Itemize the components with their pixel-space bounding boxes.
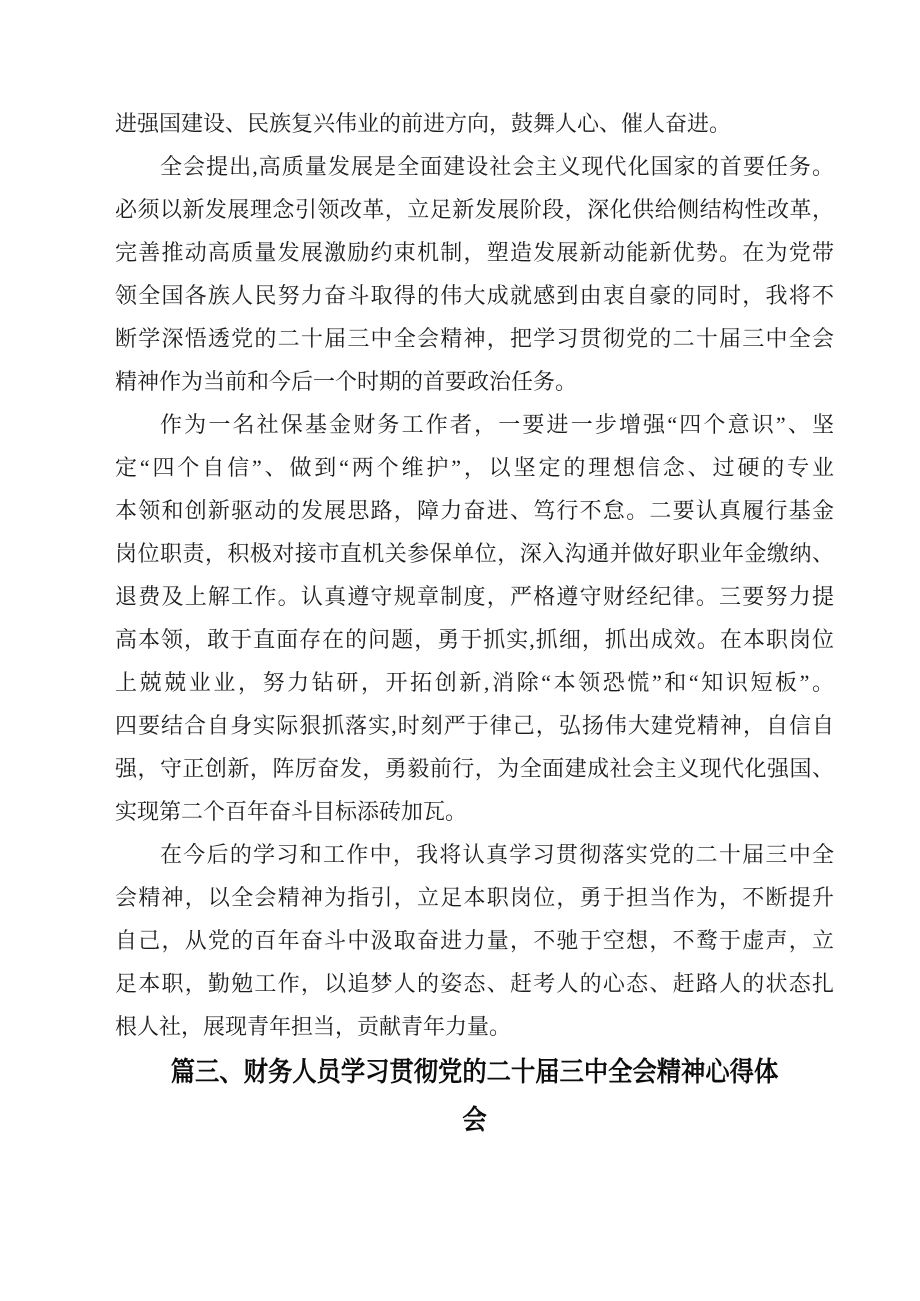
body-text-line: 上兢兢业业，努力钻研，开拓创新,消除“本领恐慌”和“知识短板”。 bbox=[115, 670, 834, 695]
body-text-line: 完善推动高质量发展激励约束机制，塑造发展新动能新优势。在为党带 bbox=[115, 240, 834, 265]
heading-line-2: 会 bbox=[462, 1105, 487, 1135]
body-text-line: 岗位职责，积极对接市直机关参保单位，深入沟通并做好职业年金缴纳、 bbox=[115, 541, 834, 566]
body-text-line: 自己，从党的百年奋斗中汲取奋进力量，不驰于空想，不鹜于虚声，立 bbox=[115, 928, 834, 953]
body-text-line: 本领和创新驱动的发展思路，障力奋进、笃行不怠。二要认真履行基金 bbox=[115, 498, 834, 523]
body-text-line: 高本领，敢于直面存在的问题，勇于抓实,抓细，抓出成效。在本职岗位 bbox=[115, 627, 834, 652]
body-text-line: 四要结合自身实际狠抓落实,时刻严于律己，弘扬伟大建党精神，自信自 bbox=[115, 713, 834, 738]
body-text-line: 根人社，展现青年担当，贡献青年力量。 bbox=[115, 1014, 512, 1039]
body-text-line: 进强国建设、民族复兴伟业的前进方向，鼓舞人心、催人奋进。 bbox=[115, 111, 732, 136]
body-text-line: 实现第二个百年奋斗目标添砖加瓦。 bbox=[115, 799, 468, 824]
heading-line-1: 篇三、财务人员学习贯彻党的二十届三中全会精神心得体 bbox=[170, 1057, 779, 1087]
body-text-line: 退费及上解工作。认真遵守规章制度，严格遵守财经纪律。三要努力提 bbox=[115, 584, 834, 609]
body-text-line: 全会提出,高质量发展是全面建设社会主义现代化国家的首要任务。 bbox=[160, 154, 834, 179]
body-text-line: 定“四个自信”、做到“两个维护”，以坚定的理想信念、过硬的专业 bbox=[115, 455, 834, 480]
body-text-line: 断学深悟透党的二十届三中全会精神，把学习贯彻党的二十届三中全会 bbox=[115, 326, 834, 351]
body-text-line: 精神作为当前和今后一个时期的首要政治任务。 bbox=[115, 369, 578, 394]
section-heading bbox=[151, 1048, 798, 1144]
body-text-line: 作为一名社保基金财务工作者，一要进一步增强“四个意识”、坚 bbox=[160, 412, 834, 437]
body-text-line: 在今后的学习和工作中，我将认真学习贯彻落实党的二十届三中全 bbox=[160, 842, 834, 867]
body-text-line: 领全国各族人民努力奋斗取得的伟大成就感到由衷自豪的同时，我将不 bbox=[115, 283, 834, 308]
body-text-line: 强，守正创新，阵厉奋发，勇毅前行，为全面建成社会主义现代化强国、 bbox=[115, 756, 834, 781]
body-text-line: 必须以新发展理念引领改革，立足新发展阶段，深化供给侧结构性改革， bbox=[115, 197, 834, 222]
document-body-text bbox=[115, 102, 834, 1048]
body-text-line: 会精神，以全会精神为指引，立足本职岗位，勇于担当作为，不断提升 bbox=[115, 885, 834, 910]
body-text-line: 足本职，勤勉工作，以追梦人的姿态、赶考人的心态、赶路人的状态扎 bbox=[115, 971, 834, 996]
